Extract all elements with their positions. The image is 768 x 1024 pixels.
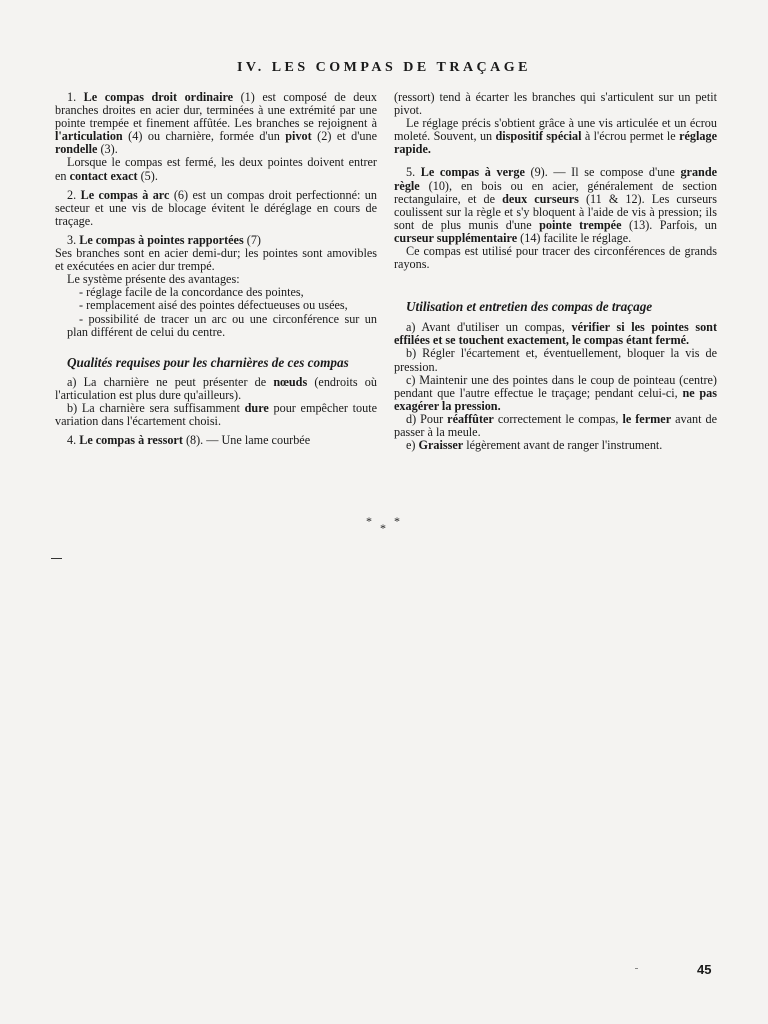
paragraph-compas-verge: 5. Le compas à verge (9). — Il se compose d'une grande règle (10), en bois ou en acier, généralement de section rectangulaire, et de deux curseurs (11 & 12). Les curseurs coulissent sur la règle et s'y bloquent à l'aide de vis à pression; ils sont de plus munis d'une pointe trempée (13). Parfois, un curseur supplémentaire (14) facilite le réglage.: [394, 165, 717, 245]
paragraph-utilisation-a: a) Avant d'utiliser un compas, vérifier si les pointes sont effilées et se touchent exactement, le compas étant fermé.: [394, 320, 717, 348]
section-heading-utilisation: Utilisation et entretien des compas de traçage: [406, 299, 653, 315]
list-item: - réglage facile de la concordance des pointes,: [79, 285, 304, 300]
paragraph-pointes-rapportees: 3. Le compas à pointes rapportées (7): [67, 232, 261, 247]
star: *: [394, 514, 408, 528]
paragraph-compas-ressort: 4. Le compas à ressort (8). — Une lame courbée: [67, 433, 311, 448]
paragraph-grands-rayons: Ce compas est utilisé pour tracer des circonférences de grands rayons.: [394, 244, 717, 272]
paragraph-utilisation-b: b) Régler l'écartement et, éventuellement, bloquer la vis de pression.: [394, 346, 717, 374]
left-column: [55, 91, 377, 447]
paragraph-avantages: Le système présente des avantages:: [67, 272, 240, 287]
page-title: IV. LES COMPAS DE TRAÇAGE: [236, 60, 532, 75]
paragraph-compas-arc: 2. Le compas à arc (6) est un compas droit perfectionné: un secteur et une vis de blocage évitent le déréglage en cours de traçage.: [55, 187, 377, 228]
section-separator-stars: [366, 514, 408, 535]
section-heading-qualites: Qualités requises pour les charnières de ces compas: [67, 354, 349, 370]
paragraph-utilisation-d: d) Pour réaffûter correctement le compas, le fermer avant de passer à la meule.: [394, 411, 717, 439]
paragraph-qualite-b: b) La charnière sera suffisamment dure pour empêcher toute variation dans l'écartement choisi.: [55, 400, 378, 428]
paragraph-branches: Ses branches sont en acier demi-dur; les pointes sont amovibles et exécutées en acier dur trempé.: [55, 246, 377, 274]
paragraph-qualite-a: a) La charnière ne peut présenter de nœuds (endroits où l'articulation est plus dure qu'ailleurs).: [55, 374, 377, 402]
list-item: - remplacement aisé des pointes défectueuses ou usées,: [79, 298, 348, 313]
paragraph-compas-ferme: Lorsque le compas est fermé, les deux pointes doivent entrer en contact exact (5).: [55, 155, 377, 183]
paragraph-utilisation-c: c) Maintenir une des pointes dans le coup de pointeau (centre) pendant que l'autre effectue le traçage; pendant celui-ci, ne pas exagérer la pression.: [394, 372, 717, 413]
right-column: [394, 91, 717, 452]
paragraph-reglage: Le réglage précis s'obtient grâce à une vis articulée et un écrou moleté. Souvent, un dispositif spécial à l'écrou permet le réglage rapide.: [394, 116, 717, 157]
paragraph-ressort-suite: (ressort) tend à écarter les branches qui s'articulent sur un petit pivot.: [394, 90, 717, 118]
list-item: - possibilité de tracer un arc ou une circonférence sur un plan différent de celui du centre.: [67, 311, 377, 339]
paragraph-compas-droit: 1. Le compas droit ordinaire (1) est composé de deux branches droites en acier dur, terminées à une extrémité par une pointe trempée et finement affûtée. Les branches se rejoignent à l'articulation (4) ou charnière, formée d'un pivot (2) et d'une rondelle (3).: [55, 90, 377, 157]
margin-mark: [635, 968, 638, 969]
page-number: 45: [697, 962, 712, 977]
star: *: [366, 514, 380, 528]
paragraph-utilisation-e: e) Graisser légèrement avant de ranger l'instrument.: [406, 438, 663, 453]
star: *: [380, 521, 394, 535]
margin-mark: [51, 558, 62, 559]
